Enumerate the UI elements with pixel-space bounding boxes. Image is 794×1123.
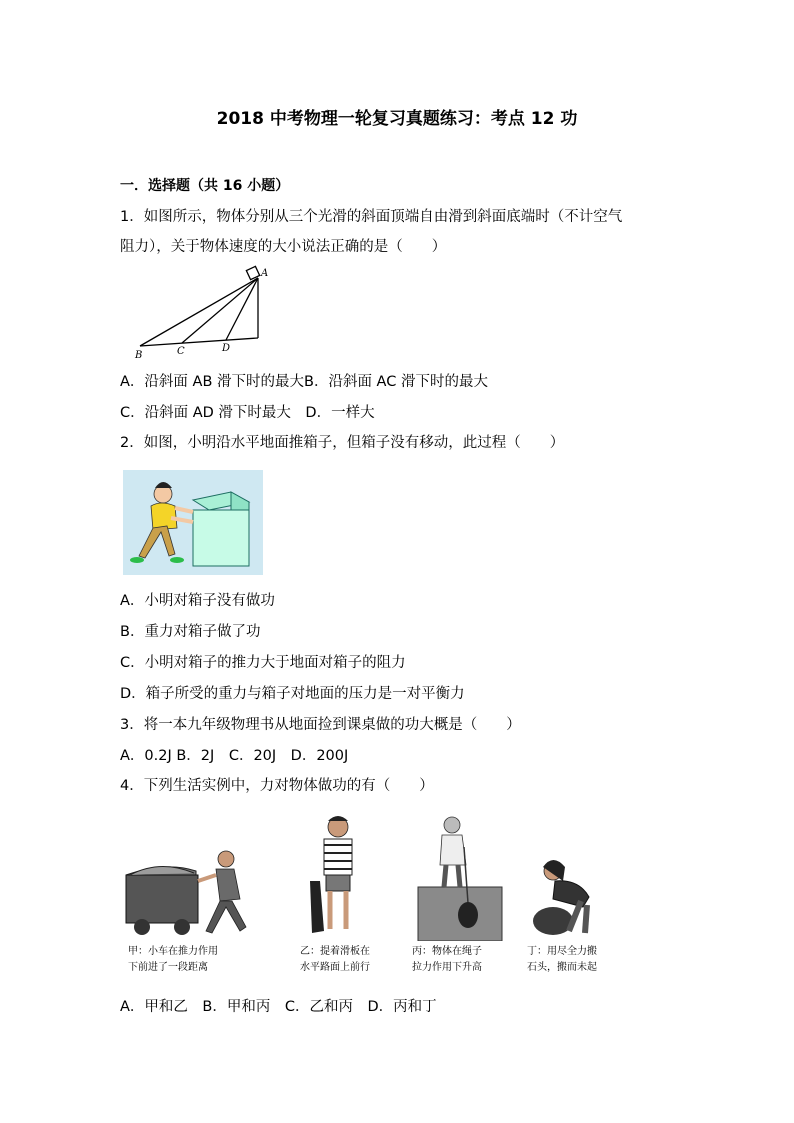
caption-ding-line1: 丁：用尽全力搬 <box>527 946 597 957</box>
activities-figure <box>120 805 630 990</box>
skateboard-carry-illustration <box>302 811 372 941</box>
caption-jia-line1: 甲：小车在推力作用 <box>128 946 218 957</box>
q1-options-ab: A．沿斜面 AB 滑下时的最大B．沿斜面 AC 滑下时的最大 <box>120 374 488 390</box>
page-title: 2018 中考物理一轮复习真题练习：考点 12 功 <box>216 109 578 129</box>
caption-ding-line2: 石头，搬而未起 <box>527 962 597 973</box>
caption-yi-line1: 乙：提着滑板在 <box>300 946 370 957</box>
q4-stem: 4．下列生活实例中，力对物体做功的有（ ） <box>120 778 434 794</box>
incline-figure <box>130 262 270 362</box>
caption-yi-line2: 水平路面上前行 <box>300 962 370 973</box>
lift-stone-illustration <box>525 855 615 940</box>
q4-options: A．甲和乙 B．甲和丙 C．乙和丙 D．丙和丁 <box>120 999 437 1015</box>
q1-stem-line1: 1．如图所示，物体分别从三个光滑的斜面顶端自由滑到斜面底端时（不计空气 <box>120 209 623 225</box>
q2-option-d: D．箱子所受的重力与箱子对地面的压力是一对平衡力 <box>120 686 465 702</box>
q2-option-a: A．小明对箱子没有做功 <box>120 593 275 609</box>
q2-option-b: B．重力对箱子做了功 <box>120 624 261 640</box>
q2-option-c: C．小明对箱子的推力大于地面对箱子的阻力 <box>120 655 406 671</box>
label-a: A <box>261 268 269 279</box>
caption-bing-line1: 丙：物体在绳子 <box>412 946 482 957</box>
label-b: B <box>135 350 143 361</box>
label-c: C <box>177 346 185 357</box>
label-d: D <box>222 343 231 354</box>
section-heading: 一．选择题（共 16 小题） <box>120 178 290 194</box>
q2-stem: 2．如图，小明沿水平地面推箱子，但箱子没有移动，此过程（ ） <box>120 435 565 451</box>
q1-stem-line2: 阻力），关于物体速度的大小说法正确的是（ ） <box>120 239 447 255</box>
cart-push-illustration <box>120 845 280 940</box>
caption-jia-line2: 下前进了一段距离 <box>128 962 208 973</box>
caption-bing-line2: 拉力作用下升高 <box>412 962 482 973</box>
rope-lift-illustration <box>410 811 510 941</box>
q3-options: A．0.2J B．2J C．20J D．200J <box>120 748 349 764</box>
push-box-figure <box>123 470 263 575</box>
q1-options-cd: C．沿斜面 AD 滑下时最大 D．一样大 <box>120 405 375 421</box>
q3-stem: 3．将一本九年级物理书从地面捡到课桌做的功大概是（ ） <box>120 717 521 733</box>
